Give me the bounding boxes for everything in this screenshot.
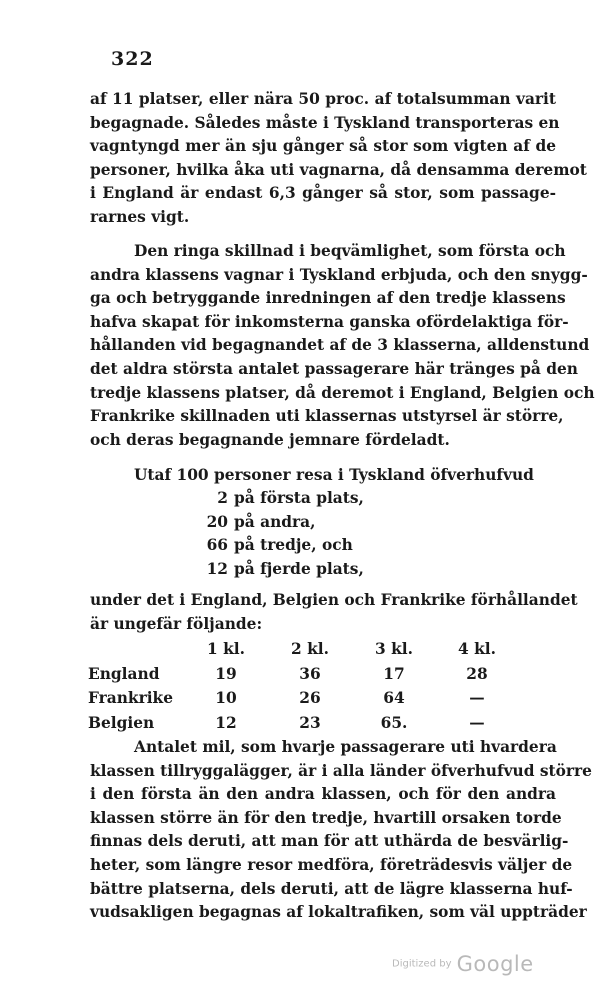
table-country-cell: England — [88, 664, 160, 683]
text-line: klassen tillryggalägger, är i alla länder öfverhufvud större — [90, 761, 592, 780]
text-line: under det i England, Belgien och Frankrike förhållandet — [90, 591, 578, 609]
list-item — [200, 534, 364, 558]
table-cell: 26 — [299, 689, 321, 708]
list-item — [200, 511, 364, 535]
text-line: hållanden vid begagnandet af de 3 klasserna, alldenstund — [90, 336, 590, 355]
text-line: är ungefär följande: — [90, 614, 263, 633]
list-number: 20 — [206, 512, 228, 531]
text-line: Utaf 100 personer resa i Tyskland öfverhufvud — [134, 466, 534, 484]
text-line: i England är endast 6,3 gånger så stor, som passage- — [90, 184, 556, 203]
list-text: på andra, — [234, 512, 316, 531]
text-line: Den ringa skillnad i beqvämlighet, som första och — [134, 242, 566, 260]
text-line: det aldra största antalet passagerare här tränges på den — [90, 359, 578, 378]
table-row — [88, 711, 518, 736]
table-header-cell: 3 kl. — [375, 640, 413, 659]
table-country-cell: Frankrike — [88, 689, 174, 708]
table-header-cell — [88, 637, 184, 662]
paragraph-3-intro — [134, 464, 556, 488]
table-cell: — — [469, 689, 485, 708]
table-cell: 17 — [383, 664, 405, 683]
table-cell: 28 — [466, 664, 488, 683]
text-line: klassen större än för den tredje, hvartill orsaken torde — [90, 808, 562, 827]
table-cell: 19 — [215, 664, 237, 683]
list-item — [200, 558, 364, 582]
table-cell: 12 — [215, 713, 237, 732]
digitized-by-watermark — [392, 952, 534, 976]
google-brand: Google — [456, 952, 534, 976]
text-line: och deras begagnande jemnare fördeladt. — [90, 430, 450, 449]
text-line: af 11 platser, eller nära 50 proc. af totalsumman varit — [90, 90, 556, 108]
text-line: i den första än den andra klassen, och för den andra — [90, 785, 556, 804]
table-header-row — [88, 637, 518, 662]
table-row — [88, 686, 518, 711]
list-number: 2 — [217, 489, 228, 507]
table-cell: 10 — [215, 689, 237, 708]
text-line: personer, hvilka åka uti vagnarna, då densamma deremot — [90, 160, 587, 179]
text-line: andra klassens vagnar i Tyskland erbjuda, och den snygg- — [90, 265, 588, 284]
table-cell: 36 — [299, 664, 321, 683]
class-distribution-list — [200, 487, 364, 581]
paragraph-5 — [90, 736, 592, 925]
text-line: rarnes vigt. — [90, 207, 190, 226]
list-number: 66 — [206, 536, 228, 555]
text-line: begagnade. Således måste i Tyskland transporteras en — [90, 113, 560, 132]
text-line: heter, som längre resor medföra, företrädesvis väljer de — [90, 855, 573, 874]
table-cell: 64 — [383, 689, 405, 708]
table-row — [88, 662, 518, 687]
table-header-cell: 1 kl. — [207, 640, 245, 659]
text-line: vagntyngd mer än sju gånger så stor som vigten af de — [90, 137, 556, 156]
class-statistics-table — [88, 637, 518, 735]
table-cell: — — [469, 713, 485, 732]
text-line: finnas dels deruti, att man för att uthärda de besvärlig- — [90, 832, 569, 851]
table-cell: 65. — [380, 713, 408, 732]
text-line: bättre platserna, dels deruti, att de lägre klasserna huf- — [90, 879, 573, 898]
text-line: vudsakligen begagnas af lokaltrafiken, som väl uppträder — [90, 903, 587, 922]
page-number: 322 — [111, 48, 154, 70]
table-country-cell: Belgien — [88, 713, 155, 732]
list-item — [200, 487, 364, 511]
text-line: tredje klassens platser, då deremot i England, Belgien och — [90, 383, 595, 402]
list-text: på fjerde plats, — [234, 559, 364, 578]
paragraph-1 — [90, 88, 587, 230]
list-text: på första plats, — [234, 489, 364, 507]
digitized-label: Digitized by — [392, 958, 452, 970]
table-header-cell: 2 kl. — [291, 640, 329, 659]
text-line: Antalet mil, som hvarje passagerare uti hvardera — [134, 738, 557, 756]
text-line: hafva skapat för inkomsterna ganska ofördelaktiga för- — [90, 312, 569, 331]
list-text: på tredje, och — [234, 536, 353, 555]
text-line: ga och betryggande inredningen af den tredje klassens — [90, 289, 566, 308]
paragraph-4 — [90, 589, 578, 636]
text-line: Frankrike skillnaden uti klassernas utstyrsel är större, — [90, 407, 564, 426]
paragraph-2 — [90, 240, 595, 452]
table-cell: 23 — [299, 713, 321, 732]
list-number: 12 — [206, 559, 228, 578]
table-header-cell: 4 kl. — [458, 640, 496, 659]
